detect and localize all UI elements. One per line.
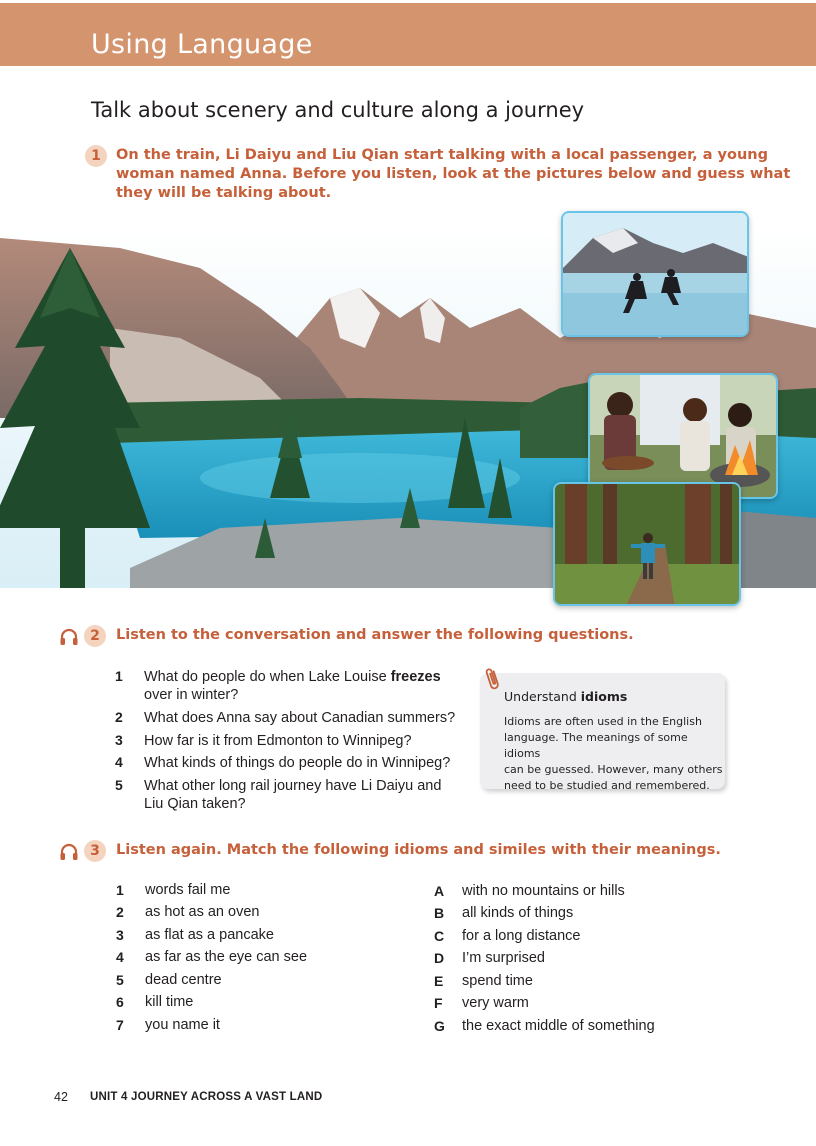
question-text: How far is it from Edmonton to Winnipeg? bbox=[144, 733, 412, 749]
question-keyword: freezes bbox=[390, 669, 441, 685]
idiom-number: 5 bbox=[116, 972, 124, 988]
headphones-icon bbox=[59, 842, 79, 862]
meaning-text: I’m surprised bbox=[462, 950, 545, 966]
meaning-letter: E bbox=[434, 973, 444, 989]
question-number: 3 bbox=[115, 732, 123, 748]
idiom-text: dead centre bbox=[145, 972, 222, 988]
meaning-text: very warm bbox=[462, 995, 529, 1011]
question-text: What does Anna say about Canadian summers? bbox=[144, 710, 456, 726]
idiom-text: as flat as a pancake bbox=[145, 927, 274, 943]
meaning-text: the exact middle of something bbox=[462, 1018, 655, 1034]
tip-line: need to be studied and remembered. bbox=[504, 779, 710, 792]
question-number: 5 bbox=[115, 777, 123, 793]
task-1-number: 1 bbox=[85, 145, 107, 167]
tip-title-prefix: Understand bbox=[504, 689, 581, 704]
question-number: 4 bbox=[115, 754, 123, 770]
forest-hiking-illustration bbox=[555, 484, 741, 606]
tip-title-keyword: idioms bbox=[580, 689, 628, 704]
tip-line: language. The meanings of some idioms bbox=[504, 731, 688, 760]
meaning-letter: F bbox=[434, 995, 443, 1011]
task-3-instructions: Listen again. Match the following idioms and similes with their meanings. bbox=[116, 842, 721, 858]
forest-hiking-photo bbox=[553, 482, 741, 606]
idiom-number: 7 bbox=[116, 1017, 124, 1033]
meaning-letter: A bbox=[434, 883, 445, 899]
section-title: Using Language bbox=[91, 29, 313, 60]
idiom-text: you name it bbox=[145, 1017, 220, 1033]
idiom-number: 3 bbox=[116, 927, 124, 943]
meaning-text: spend time bbox=[462, 973, 533, 989]
tip-box bbox=[480, 673, 725, 792]
idiom-text: as far as the eye can see bbox=[145, 949, 308, 965]
question-text-part: Liu Qian taken? bbox=[144, 796, 246, 812]
task-1-line: woman named Anna. Before you listen, look at the pictures below and guess what bbox=[116, 166, 791, 182]
page-subtitle: Talk about scenery and culture along a journey bbox=[91, 98, 585, 122]
question-text bbox=[144, 668, 441, 704]
tip-line: Idioms are often used in the English bbox=[504, 715, 702, 728]
task-2-number: 2 bbox=[84, 625, 106, 647]
paperclip-icon bbox=[484, 666, 502, 692]
meaning-text: for a long distance bbox=[462, 928, 581, 944]
ice-skating-photo bbox=[561, 211, 749, 337]
question-text-part: over in winter? bbox=[144, 687, 239, 703]
idiom-text: words fail me bbox=[145, 882, 231, 898]
headphones-icon bbox=[59, 627, 79, 647]
question-text bbox=[144, 777, 441, 813]
page-number: 42 bbox=[54, 1090, 68, 1104]
meaning-text: with no mountains or hills bbox=[462, 883, 625, 899]
campfire-photo bbox=[588, 373, 778, 499]
question-text-part: What other long rail journey have Li Daiyu and bbox=[144, 778, 442, 794]
meaning-letter: B bbox=[434, 905, 445, 921]
idiom-number: 2 bbox=[116, 904, 124, 920]
question-text: What kinds of things do people do in Winnipeg? bbox=[144, 755, 451, 771]
meaning-letter: C bbox=[434, 928, 445, 944]
meaning-letter: D bbox=[434, 950, 445, 966]
idiom-text: as hot as an oven bbox=[145, 904, 260, 920]
question-text-part: What do people do when Lake Louise bbox=[144, 669, 391, 685]
question-number: 1 bbox=[115, 668, 123, 684]
task-3-number: 3 bbox=[84, 840, 106, 862]
campfire-illustration bbox=[590, 375, 778, 499]
tip-body bbox=[504, 714, 724, 794]
task-2-instructions: Listen to the conversation and answer the following questions. bbox=[116, 627, 634, 643]
question-number: 2 bbox=[115, 709, 123, 725]
idiom-number: 6 bbox=[116, 994, 124, 1010]
tip-title bbox=[504, 689, 627, 704]
meaning-letter: G bbox=[434, 1018, 445, 1034]
meaning-text: all kinds of things bbox=[462, 905, 574, 921]
unit-title: UNIT 4 JOURNEY ACROSS A VAST LAND bbox=[90, 1091, 323, 1103]
idiom-text: kill time bbox=[145, 994, 194, 1010]
ice-skating-illustration bbox=[563, 213, 749, 337]
task-1-line: On the train, Li Daiyu and Liu Qian start talking with a local passenger, a young bbox=[116, 147, 768, 163]
idiom-number: 1 bbox=[116, 882, 124, 898]
idiom-number: 4 bbox=[116, 949, 124, 965]
task-1-instructions bbox=[116, 146, 790, 203]
tip-line: can be guessed. However, many others bbox=[504, 763, 723, 776]
task-1-line: they will be talking about. bbox=[116, 185, 332, 201]
